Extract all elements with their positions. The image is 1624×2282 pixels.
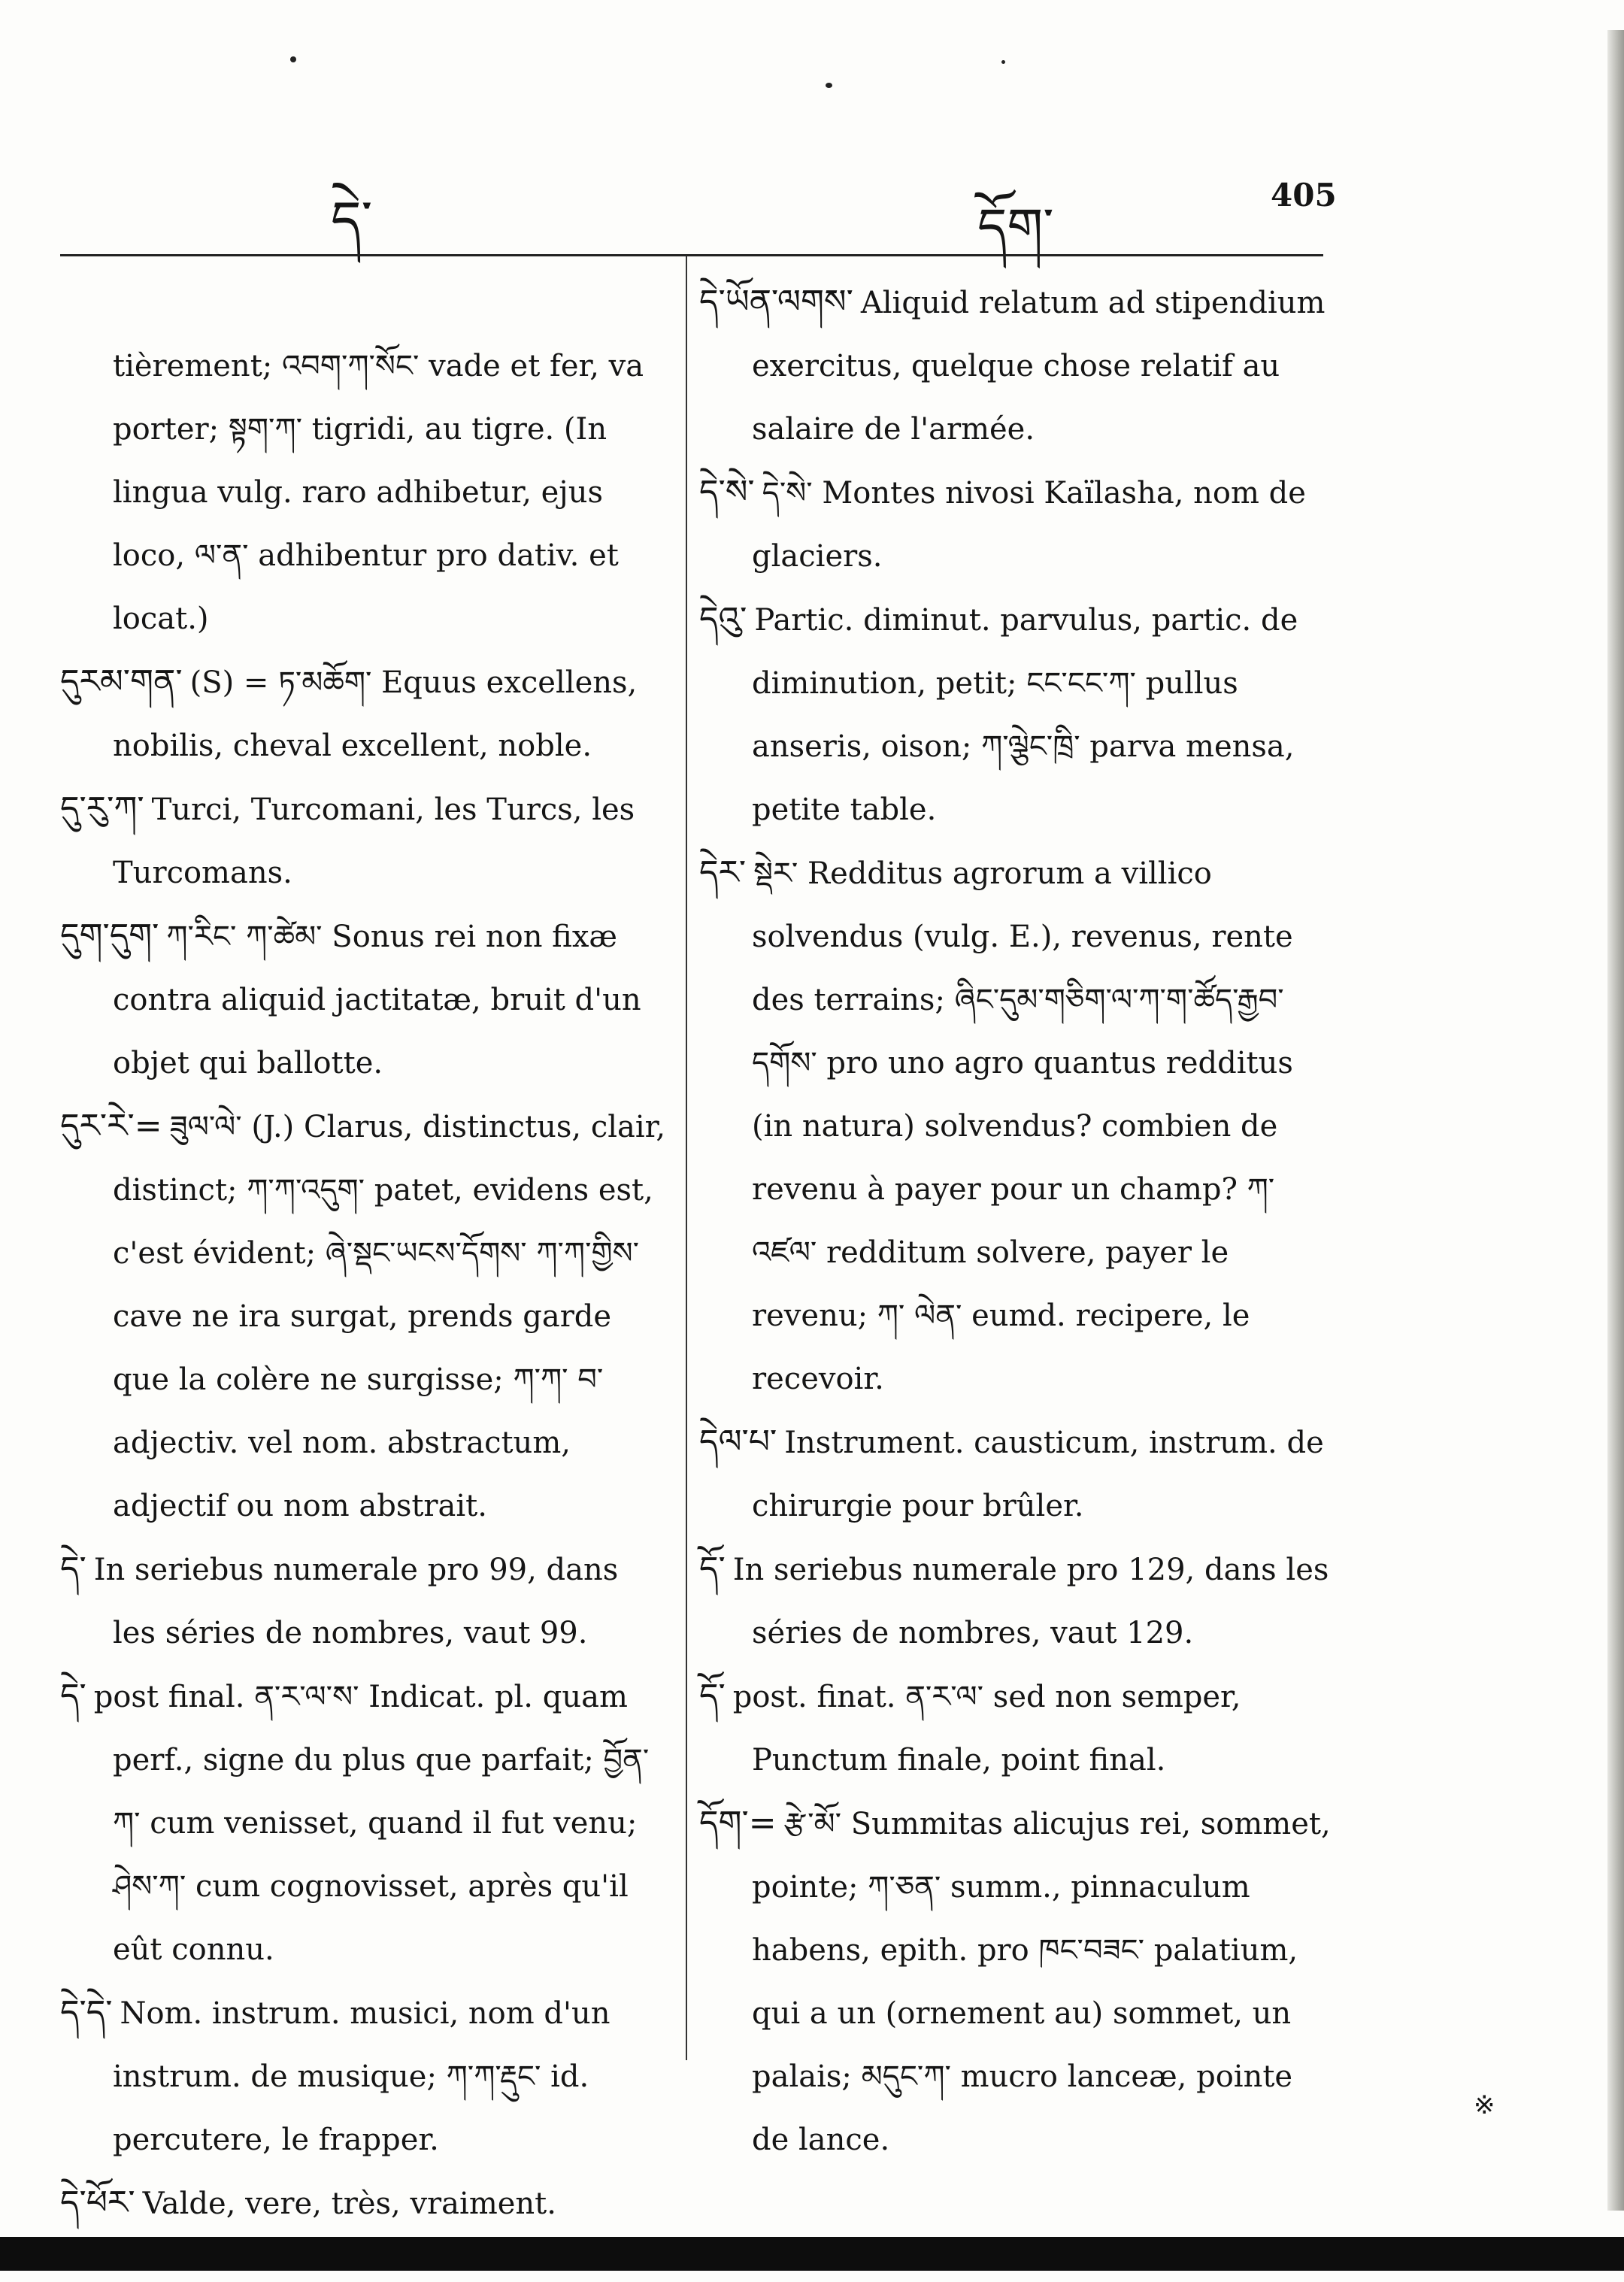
entry-text: post. finat. ན་ར་ལ་ sed non semper, Punctum finale, point final. <box>732 1680 1241 1777</box>
entry-text: རྩེ་མོ་ Summitas alicujus rei, sommet, pointe; ཀ་ཅན་ summ., pinnaculum habens, epith. pro ཁང་བཟང་ palatium, qui a un (ornement au) sommet, un palais; མདུང་ཀ་ mucro lanceæ, pointe de lance. <box>752 1807 1331 2157</box>
entry-text: Partic. diminut. parvulus, partic. de diminution, petit; ངང་ངང་ཀ་ pullus anseris, oison; ཀ་ལྕེང་ཁྲི་ parva mensa, petite table. <box>752 603 1298 827</box>
dictionary-entry <box>699 841 1331 1411</box>
headword: དེ་སེ་ <box>699 473 755 511</box>
headword: དེར་ <box>699 853 747 892</box>
entry-text: post final. ན་ར་ལ་ས་ Indicat. pl. quam perf., signe du plus que parfait; བྱོན་ཀ་ cum venisset, quand il fut venu; ཤེས་ཀ་ cum cognovisset, après qu'il eût connu. <box>93 1680 650 1967</box>
headword: དུར་རེ་= <box>60 1107 162 1145</box>
headword: དེ་དེ་ <box>60 1993 113 2032</box>
entry-text: ཀ་རིང་ ཀ་ཚེམ་ Sonus rei non fixæ contra aliquid jactitatæ, bruit d'un objet qui ballotte. <box>113 920 641 1080</box>
entry-continuation <box>60 271 669 650</box>
entry-text: tièrement; འབག་ཀ་སོང་ vade et fer, va porter; སྟག་ཀ་ tigridi, au tigre. (In lingua vulg. raro adhibetur, ejus loco, ལ་ན་ adhibentur pro dativ. et locat.) <box>113 349 644 636</box>
page-number: 405 <box>1271 177 1337 214</box>
headword: དེ་ཕོར་ <box>60 2184 135 2222</box>
headword: དུ་རུ་ཀ་ <box>60 789 144 828</box>
page-edge-shadow <box>1607 30 1624 2211</box>
dictionary-entry <box>60 905 669 1095</box>
dictionary-entry <box>60 650 669 777</box>
entry-text: Valde, vere, très, vraiment. <box>142 2187 556 2221</box>
entry-text: (S) = ཏ་མཆོག་ Equus excellens, nobilis, cheval excellent, noble. <box>113 665 638 763</box>
entry-text: Aliquid relatum ad stipendium exercitus, quelque chose relatif au salaire de l'armée. <box>752 286 1326 447</box>
left-column <box>60 271 669 2235</box>
entry-text: ཟུལ་ལེ་ (J.) Clarus, distinctus, clair, distinct; ཀ་ཀ་འདུག་ patet, evidens est, c'est évident; ཞེ་སྡང་ཡངས་དོགས་ ཀ་ཀ་གྱིས་ cave ne ira surgat, prends garde que la colère ne surgisse; ཀ་ཀ་ བ་ adjectiv. vel nom. abstractum, adjectif ou nom abstrait. <box>113 1110 666 1523</box>
dictionary-entry <box>699 588 1331 841</box>
speck <box>290 56 296 62</box>
column-divider <box>686 256 687 2060</box>
headword: དུག་དུག་ <box>60 917 159 955</box>
running-head-left: དེ་ <box>331 189 373 251</box>
dictionary-entry <box>699 271 1331 461</box>
margin-mark: ※ <box>1474 2090 1495 2120</box>
dictionary-entry <box>60 1981 669 2171</box>
dictionary-entry <box>60 1665 669 1981</box>
headword: དེལ་པ་ <box>699 1423 777 1461</box>
dictionary-entry <box>60 2171 669 2235</box>
dictionary-entry <box>699 461 1331 588</box>
headword: དེ་ <box>60 1677 86 1715</box>
headword: དོ་ <box>699 1677 726 1715</box>
speck <box>1001 60 1005 64</box>
dictionary-entry <box>699 1665 1331 1792</box>
entry-text: In seriebus numerale pro 129, dans les séries de nombres, vaut 129. <box>732 1553 1329 1650</box>
dictionary-entry <box>60 1538 669 1665</box>
header-rule <box>60 254 1323 256</box>
dictionary-entry <box>60 1095 669 1538</box>
dictionary-entry <box>699 1538 1331 1665</box>
entry-text: དེ་སེ་ Montes nivosi Kaïlasha, nom de glaciers. <box>752 476 1306 574</box>
dictionary-entry <box>699 1411 1331 1538</box>
entry-text: སྡེར་ Redditus agrorum a villico solvendus (vulg. E.), revenus, rente des terrains; ཞིང་དུམ་གཅིག་ལ་ཀ་ག་ཚོད་རྒྱབ་ དགོས་ pro uno agro quantus redditus (in natura) solvendus? combien de revenu à payer pour un champ? ཀ་འཛལ་ redditum solvere, payer le revenu; ཀ་ ལེན་ eumd. recipere, le recevoir. <box>752 856 1293 1396</box>
running-head-center: དོག་ <box>977 198 1054 257</box>
entry-text: Turci, Turcomani, les Turcs, les Turcomans. <box>113 792 635 890</box>
dictionary-entry <box>60 777 669 905</box>
dictionary-entry <box>699 1792 1331 2171</box>
entry-text: Instrument. causticum, instrum. de chirurgie pour brûler. <box>752 1426 1324 1523</box>
headword: དེ་ <box>60 1550 86 1588</box>
headword: དུརམ་གན་ <box>60 662 183 701</box>
entry-text: Nom. instrum. musici, nom d'un instrum. de musique; ཀ་ཀ་རྡུང་ id. percutere, le frapper. <box>113 1996 611 2157</box>
right-column <box>699 271 1331 2171</box>
speck <box>826 83 832 88</box>
headword: དེའུ་ <box>699 600 747 638</box>
entry-text: In seriebus numerale pro 99, dans les séries de nombres, vaut 99. <box>93 1553 619 1650</box>
headword: དེ་ཡོན་ལགས་ <box>699 283 853 321</box>
scan-bottom-bar <box>0 2237 1624 2271</box>
headword: དོག་= <box>699 1804 777 1842</box>
headword: དོ་ <box>699 1550 726 1588</box>
